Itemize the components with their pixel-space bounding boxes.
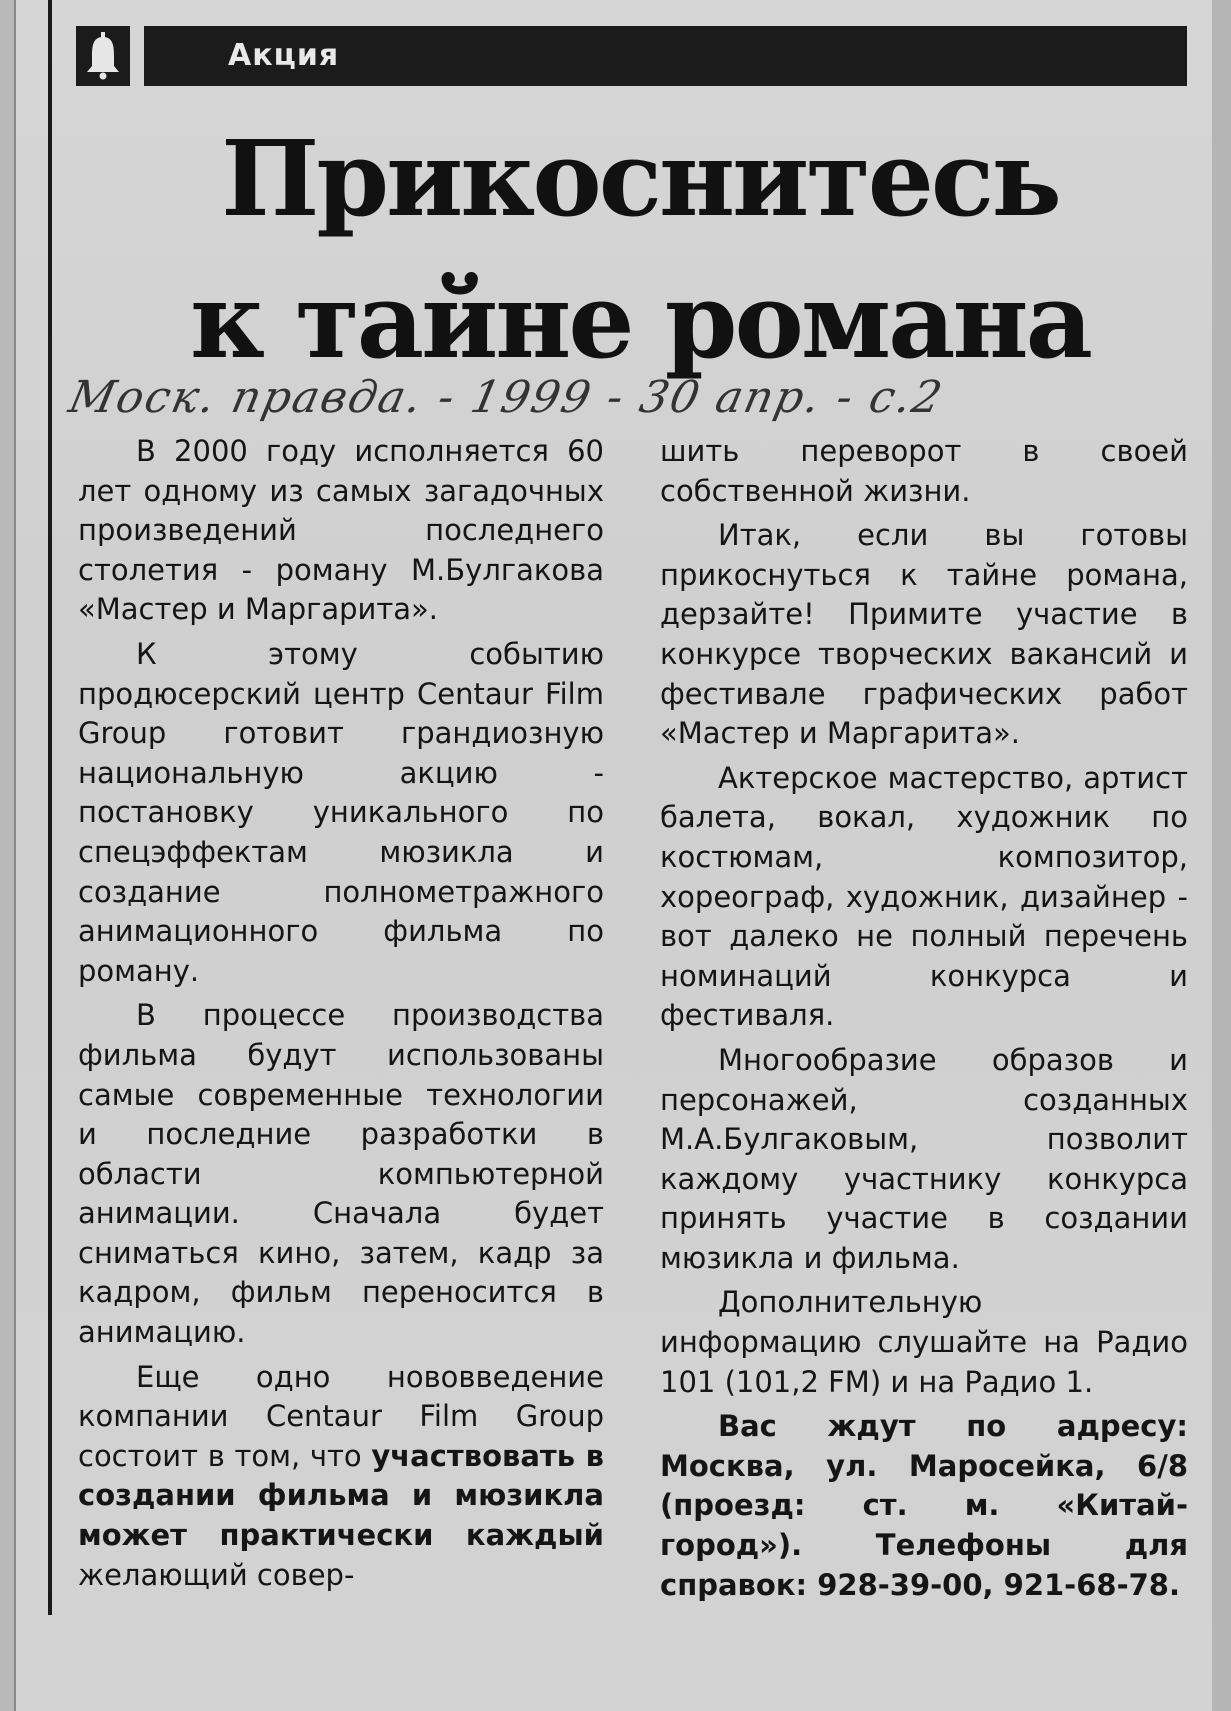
paragraph: Дополнительную информацию слушайте на Радио 101 (101,2 FM) и на Радио 1. [660, 1285, 1188, 1399]
left-column [78, 432, 604, 1600]
paragraph [78, 1358, 604, 1596]
paragraph: В 2000 году исполняется 60 лет одному из самых загадочных произведений последнего столетия - роману М.Булгакова «Мастер и Маргарита». [78, 434, 604, 627]
rubric-label: Акция [228, 38, 340, 73]
paragraph: Актерское мастерство, артист балета, вокал, художник по костюмам, композитор, хореограф, художник, дизайнер - вот далеко не полный перечень номинаций конкурса и фестиваля. [660, 760, 1188, 1033]
address-paragraph: Вас ждут по адресу: Москва, ул. Маросейка, 6/8 (проезд: ст. м. «Китай-город»). Телефоны для справок: 928-39-00, 921-68-78. [660, 1409, 1188, 1602]
paragraph: Итак, если вы готовы прикоснуться к тайне романа, дерзайте! Примите участие в конкурсе творческих вакансий и фестивале графических работ «Мастер и Маргарита». [660, 518, 1188, 751]
headline-line-1: Прикоснитесь [221, 117, 1059, 240]
handwritten-note: Моск. правда. - 1999 - 30 апр. - с.2 [64, 372, 949, 423]
bell-icon [76, 26, 130, 86]
clipping-left-edge [0, 0, 16, 1711]
headline-line-2: к тайне романа [189, 259, 1091, 382]
paragraph-bold-text: участвовать в создании фильма и мюзикла может практически каждый [78, 1438, 604, 1553]
paragraph-text: желающий совер- [78, 1557, 355, 1592]
right-column [660, 432, 1188, 1610]
column-rule [48, 0, 52, 1615]
clipping-right-edge [1212, 0, 1231, 1711]
paragraph: В процессе производства фильма будут использованы самые современные технологии и последние разработки в области компьютерной анимации. Сначала будет сниматься кино, затем, кадр за кадром, фильм переносится в анимацию. [78, 998, 604, 1350]
headline [140, 108, 1140, 392]
paragraph: шить переворот в своей собственной жизни. [660, 434, 1188, 508]
paragraph-text: Еще одно нововведение компании Centaur Film Group состоит в том, что [78, 1359, 604, 1473]
paragraph: К этому событию продюсерский центр Centaur Film Group готовит грандиозную национальную акцию - постановку уникального по спецэффектам мюзикла и создание полнометражного анимационного фильма по роману. [78, 636, 604, 988]
paragraph: Многообразие образов и персонажей, созданных М.А.Булгаковым, позволит каждому участнику конкурса принять участие в создании мюзикла и фильма. [660, 1042, 1188, 1275]
